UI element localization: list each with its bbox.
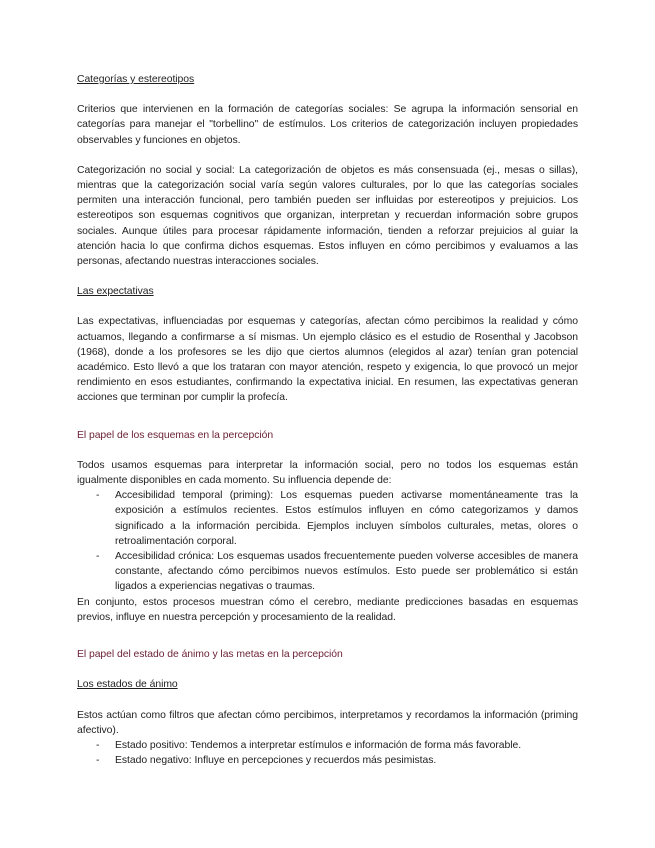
dash-bullet: - [96,490,100,502]
list-item-text: Accesibilidad crónica: Los esquemas usados frecuentemente pueden volverse accesibles de manera constante, afectando cómo percibimos nuevos estímulos. Esto puede ser problemático si están ligados a experiencias negativas o traumas. [115,551,578,593]
list-accesibilidad [77,488,578,594]
list-item [77,549,578,595]
paragraph-estados-intro: Estos actúan como filtros que afectan cómo percibimos, interpretamos y recordamos la información (priming afectivo). [77,709,578,736]
paragraph-criterios: Criterios que intervienen en la formación de categorías sociales: Se agrupa la información sensorial en categorías para manejar el "torbellino" de estímulos. Los criterios de categorización incluyen propiedades observables y funciones en objetos. [77,104,578,146]
list-item [77,738,578,753]
paragraph-categorizacion: Categorización no social y social: La categorización de objetos es más consensuada (ej., mesas o sillas), mientras que la categorización social varía según valores culturales, por lo que las categorías sociales permiten una interacción funcional, pero también pueden ser influidas por estereotipos y prejuicios. Los estereotipos son esquemas cognitivos que organizan, interpretan y recuerdan información sobre grupos sociales. Aunque útiles para procesar rápidamente información, tienden a reforzar prejuicios al guiar la atención hacia lo que confirma dichos esquemas. Estos influyen en cómo percibimos y evaluamos a las personas, afectando nuestras interacciones sociales. [77,164,578,268]
list-item [77,753,578,768]
dash-bullet: - [96,551,100,563]
list-estados [77,738,578,768]
paragraph-esquemas-intro: Todos usamos esquemas para interpretar la información social, pero no todos los esquemas están igualmente disponibles en cada momento. Su influencia depende de: [77,459,578,487]
heading-animo-metas: El papel del estado de ánimo y las metas en la percepción [77,649,343,661]
dash-bullet: - [96,739,100,751]
heading-categorias: Categorías y estereotipos [77,74,195,85]
paragraph-expectativas: Las expectativas, influenciadas por esquemas y categorías, afectan cómo percibimos la realidad y cómo actuamos, llegando a confirmarse a sí mismas. Un ejemplo clásico es el estudio de Rosenthal y Jacobson (1968), donde a los profesores se les dijo que ciertos alumnos (elegidos al azar) tenían gran potencial académico. Esto llevó a que los trataran con mayor atención, respeto y exigencia, lo que provocó un mejor rendimiento en esos estudiantes, confirmando la expectativa inicial. En resumen, las expectativas generan acciones que terminan por cumplir la profecía. [77,316,578,404]
paragraph-esquemas-conclusion: En conjunto, estos procesos muestran cómo el cerebro, mediante predicciones basadas en esquemas previos, influye en nuestra percepción y procesamiento de la realidad. [77,596,578,623]
document-page [77,72,578,768]
list-item [77,488,578,549]
list-item-text: Estado positivo: Tendemos a interpretar estímulos e información de forma más favorable. [115,739,522,751]
dash-bullet: - [96,755,100,767]
heading-esquemas-percepcion: El papel de los esquemas en la percepción [77,429,274,441]
heading-estados-animo: Los estados de ánimo [77,679,178,691]
heading-expectativas: Las expectativas [77,286,154,298]
list-item-text: Estado negativo: Influye en percepciones y recuerdos más pesimistas. [115,755,437,767]
list-item-text: Accesibilidad temporal (priming): Los esquemas pueden activarse momentáneamente tras la exposición a estímulos recientes. Estos estímulos influyen en cómo categorizamos y damos significado a la información percibida. Ejemplos incluyen símbolos culturales, metas, olores o retroalimentación corporal. [115,490,578,547]
